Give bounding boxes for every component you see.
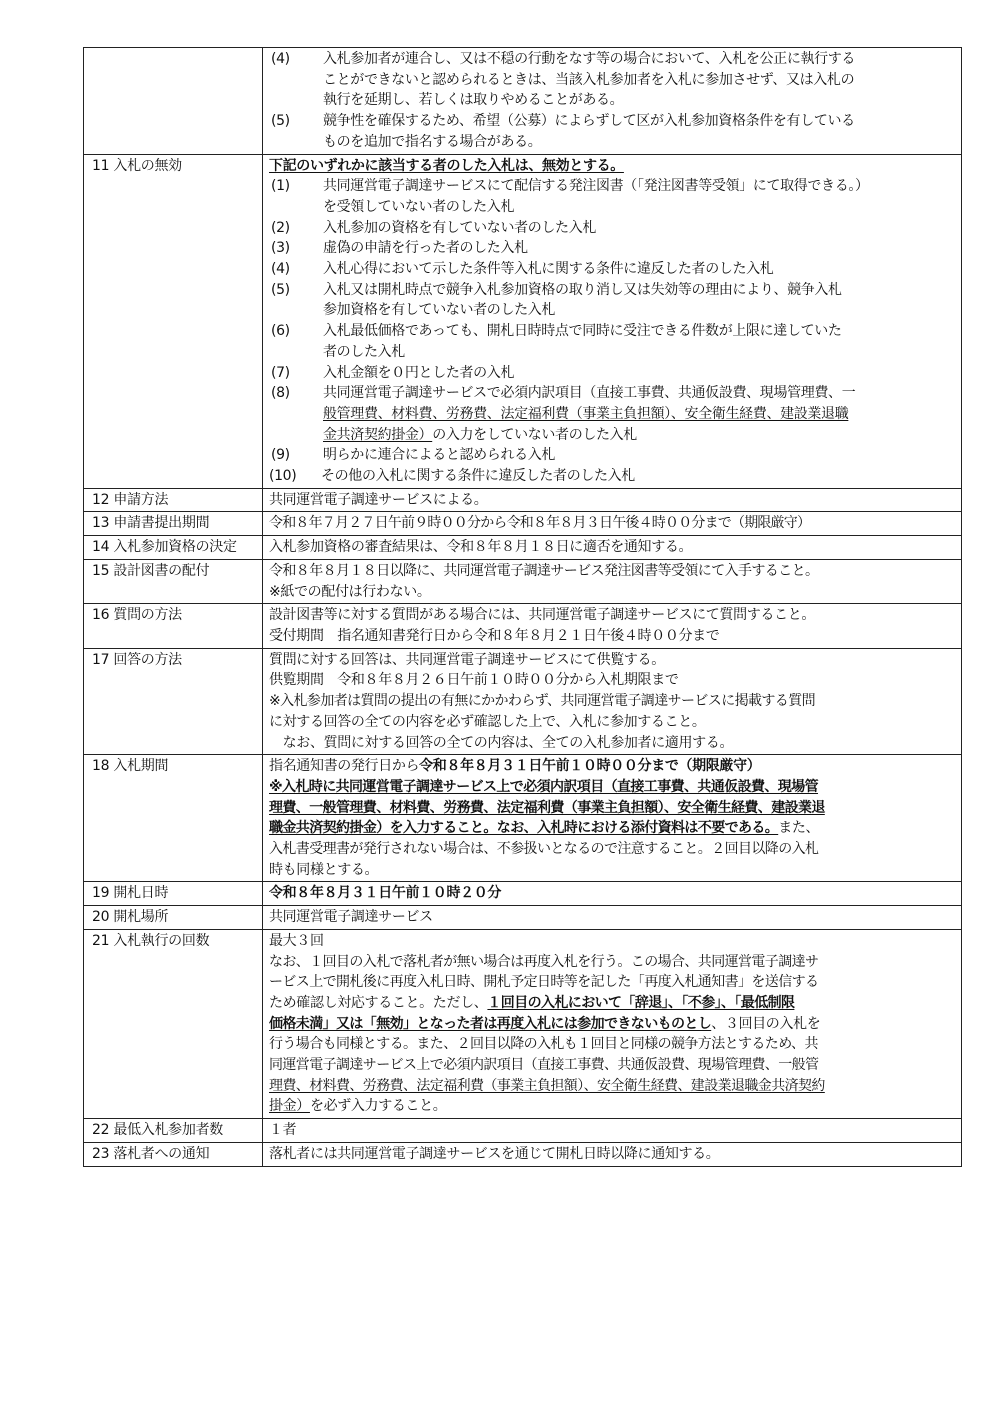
item-text: を受領していない者のした入札 bbox=[323, 198, 515, 215]
row-label: 20 開札場所 bbox=[84, 906, 263, 930]
row-content: 入札参加資格の審査結果は、令和８年８月１８日に適否を通知する。 bbox=[269, 539, 693, 556]
table-row bbox=[84, 929, 962, 1118]
row-label: 17 回答の方法 bbox=[84, 648, 263, 755]
table-row bbox=[84, 1119, 962, 1143]
item-number: (7) bbox=[271, 364, 290, 381]
row-content: 、３回目の入札を bbox=[711, 1015, 821, 1032]
row-content: 質問に対する回答は、共同運営電子調達サービスにて供覧する。 bbox=[269, 651, 665, 668]
row-content: なお、１回目の入札で落札者が無い場合は再度入札を行う。この場合、共同運営電子調達サ bbox=[269, 953, 819, 970]
row-label: 22 最低入札参加者数 bbox=[84, 1119, 263, 1143]
item-text: 者のした入札 bbox=[323, 343, 405, 360]
table-row bbox=[84, 536, 962, 560]
item-number: (5) bbox=[271, 281, 290, 298]
item-text: 般管理費、材料費、労務費、法定福利費（事業主負担額）、安全衛生経費、建設業退職 bbox=[323, 405, 849, 422]
notice-text: 理費、一般管理費、材料費、労務費、法定福利費（事業主負担額）、安全衛生経費、建設業退 bbox=[269, 799, 825, 816]
row-label: 18 入札期間 bbox=[84, 755, 263, 882]
bid-conditions-table bbox=[83, 47, 962, 1167]
row-content: 令和８年８月１８日以降に、共同運営電子調達サービス発注図書等受領にて入手すること。 bbox=[269, 562, 819, 579]
item-number: (4) bbox=[271, 51, 290, 67]
row-content: 供覧期間 令和８年８月２６日午前１０時００分から入札期限まで bbox=[269, 672, 679, 689]
item-number: (3) bbox=[271, 240, 290, 257]
row-content: 最大３回 bbox=[269, 932, 324, 949]
table-row bbox=[84, 755, 962, 882]
item-text: その他の入札に関する条件に違反した者のした入札 bbox=[321, 468, 635, 485]
item-text: 共同運営電子調達サービスで必須内訳項目（直接工事費、共通仮設費、現場管理費、一 bbox=[323, 385, 856, 402]
list-item bbox=[269, 176, 957, 217]
row-content: を必ず入力すること。 bbox=[309, 1098, 447, 1115]
table-row bbox=[84, 882, 962, 906]
row-content bbox=[263, 48, 962, 155]
row-content-underlined: 掛金） bbox=[269, 1098, 310, 1115]
row-content: 同運営電子調達サービス上で必須内訳項目（直接工事費、共通仮設費、現場管理費、一般管 bbox=[269, 1057, 819, 1074]
item-text-underlined: 金共済契約掛金） bbox=[323, 426, 433, 443]
row-label: 23 落札者への通知 bbox=[84, 1142, 263, 1166]
list-item bbox=[269, 321, 957, 362]
item-number: (2) bbox=[271, 219, 290, 236]
item-text: 入札参加者が連合し、又は不穏の行動をなす等の場合において、入札を公正に執行する bbox=[323, 51, 856, 67]
row-content: 指名通知書の発行日から bbox=[269, 758, 420, 775]
row-content: に対する回答の全ての内容を必ず確認した上で、入札に参加すること。 bbox=[269, 713, 706, 730]
notice-text: １回目の入札において「辞退」、「不参」、「最低制限 bbox=[487, 994, 795, 1011]
row-content: 設計図書等に対する質問がある場合には、共同運営電子調達サービスにて質問すること。 bbox=[269, 607, 815, 624]
table-row bbox=[84, 488, 962, 512]
row-content: 受付期間 指名通知書発行日から令和８年８月２１日午後４時００分まで bbox=[269, 627, 720, 644]
list-item bbox=[269, 111, 957, 152]
item-text: 競争性を確保するため、希望（公募）によらずして区が入札参加資格条件を有している bbox=[323, 113, 855, 130]
row-label: 16 質問の方法 bbox=[84, 604, 263, 648]
table-row bbox=[84, 48, 962, 155]
row-content: １者 bbox=[269, 1122, 297, 1139]
item-number: (8) bbox=[271, 385, 290, 402]
row-label: 15 設計図書の配付 bbox=[84, 559, 263, 603]
section-heading: 下記のいずれかに該当する者のした入札は、無効とする。 bbox=[269, 157, 624, 174]
notice-text: 職金共済契約掛金）を入力すること。なお、入札時における添付資料は不要である。 bbox=[269, 820, 779, 837]
row-content: ※紙での配付は行わない。 bbox=[269, 583, 431, 600]
row-label-empty bbox=[84, 48, 263, 155]
table-row bbox=[84, 559, 962, 603]
row-content: 時も同様とする。 bbox=[269, 861, 379, 878]
deadline-text: 令和８年８月３１日午前１０時００分まで（期限厳守） bbox=[419, 758, 761, 775]
item-text: 共同運営電子調達サービスにて配信する発注図書（「発注図書等受領」にて取得できる。） bbox=[323, 178, 869, 195]
item-text: 入札参加の資格を有していない者のした入札 bbox=[323, 219, 596, 236]
row-label: 19 開札日時 bbox=[84, 882, 263, 906]
item-number: (1) bbox=[271, 178, 290, 195]
item-text: 参加資格を有していない者のした入札 bbox=[323, 302, 556, 319]
item-text: の入力をしていない者のした入札 bbox=[432, 426, 637, 443]
list-item bbox=[269, 49, 957, 111]
row-content: 共同運営電子調達サービス bbox=[269, 909, 433, 926]
list-item bbox=[269, 466, 957, 487]
item-number: (10) bbox=[269, 468, 297, 485]
item-text: 明らかに連合によると認められる入札 bbox=[323, 447, 556, 464]
row-content: 落札者には共同運営電子調達サービスを通じて開札日時以降に通知する。 bbox=[269, 1145, 720, 1162]
table-row bbox=[84, 154, 962, 488]
row-label: 11 入札の無効 bbox=[84, 154, 263, 488]
item-number: (5) bbox=[271, 113, 290, 130]
row-content: 令和８年７月２７日午前９時００分から令和８年８月３日午後４時００分まで（期限厳守） bbox=[269, 515, 811, 532]
row-label: 14 入札参加資格の決定 bbox=[84, 536, 263, 560]
item-text: ことができないと認められるときは、当該入札参加者を入札に参加させず、又は入札の bbox=[323, 71, 855, 88]
row-content-underlined: 理費、材料費、労務費、法定福利費（事業主負担額）、安全衛生経費、建設業退職金共済契約 bbox=[269, 1077, 825, 1094]
list-item bbox=[269, 445, 957, 466]
row-content: なお、質問に対する回答の全ての内容は、全ての入札参加者に適用する。 bbox=[269, 734, 734, 751]
row-label: 13 申請書提出期間 bbox=[84, 512, 263, 536]
table-row bbox=[84, 604, 962, 648]
opening-datetime: 令和８年８月３１日午前１０時２０分 bbox=[269, 885, 502, 902]
list-item bbox=[269, 280, 957, 321]
list-item bbox=[269, 383, 957, 445]
notice-text: ※入札時に共同運営電子調達サービス上で必須内訳項目（直接工事費、共通仮設費、現場管 bbox=[269, 778, 819, 795]
row-content: ービス上で開札後に再度入札日時、開札予定日時等を記した「再度入札通知書」を送信する bbox=[269, 974, 819, 991]
list-item bbox=[269, 363, 957, 384]
item-text: 入札最低価格であっても、開札日時時点で同時に受注できる件数が上限に達していた bbox=[323, 323, 842, 340]
row-content: 行う場合も同様とする。また、２回目以降の入札も１回目と同様の競争方法とするため、共 bbox=[269, 1036, 818, 1053]
item-text: 執行を延期し、若しくは取りやめることがある。 bbox=[323, 92, 624, 109]
row-content: ため確認し対応すること。ただし、 bbox=[269, 994, 488, 1011]
item-text: 入札金額を０円とした者の入札 bbox=[323, 364, 515, 381]
row-label: 21 入札執行の回数 bbox=[84, 929, 263, 1118]
table-row bbox=[84, 906, 962, 930]
item-text: ものを追加で指名する場合がある。 bbox=[323, 133, 542, 150]
list-item bbox=[269, 218, 957, 239]
row-content: 入札書受理書が発行されない場合は、不参扱いとなるので注意すること。２回目以降の入札 bbox=[269, 841, 819, 858]
list-item bbox=[269, 238, 957, 259]
row-label: 12 申請方法 bbox=[84, 488, 263, 512]
item-number: (6) bbox=[271, 323, 290, 340]
list-item bbox=[269, 259, 957, 280]
table-row bbox=[84, 648, 962, 755]
row-content: また、 bbox=[778, 820, 820, 837]
item-number: (4) bbox=[271, 261, 290, 278]
item-text: 入札心得において示した条件等入札に関する条件に違反した者のした入札 bbox=[323, 261, 774, 278]
row-content: ※入札参加者は質問の提出の有無にかかわらず、共同運営電子調達サービスに掲載する質問 bbox=[269, 693, 816, 710]
table-row bbox=[84, 512, 962, 536]
notice-text: 価格未満」又は「無効」となった者は再度入札には参加できないものとし bbox=[269, 1015, 712, 1032]
row-content: 共同運営電子調達サービスによる。 bbox=[269, 491, 488, 508]
table-row bbox=[84, 1142, 962, 1166]
item-number: (9) bbox=[271, 447, 290, 464]
row-content bbox=[263, 154, 962, 488]
item-text: 入札又は開札時点で競争入札参加資格の取り消し又は失効等の理由により、競争入札 bbox=[323, 281, 842, 298]
item-text: 虚偽の申請を行った者のした入札 bbox=[323, 240, 528, 257]
document-page bbox=[83, 47, 962, 1167]
